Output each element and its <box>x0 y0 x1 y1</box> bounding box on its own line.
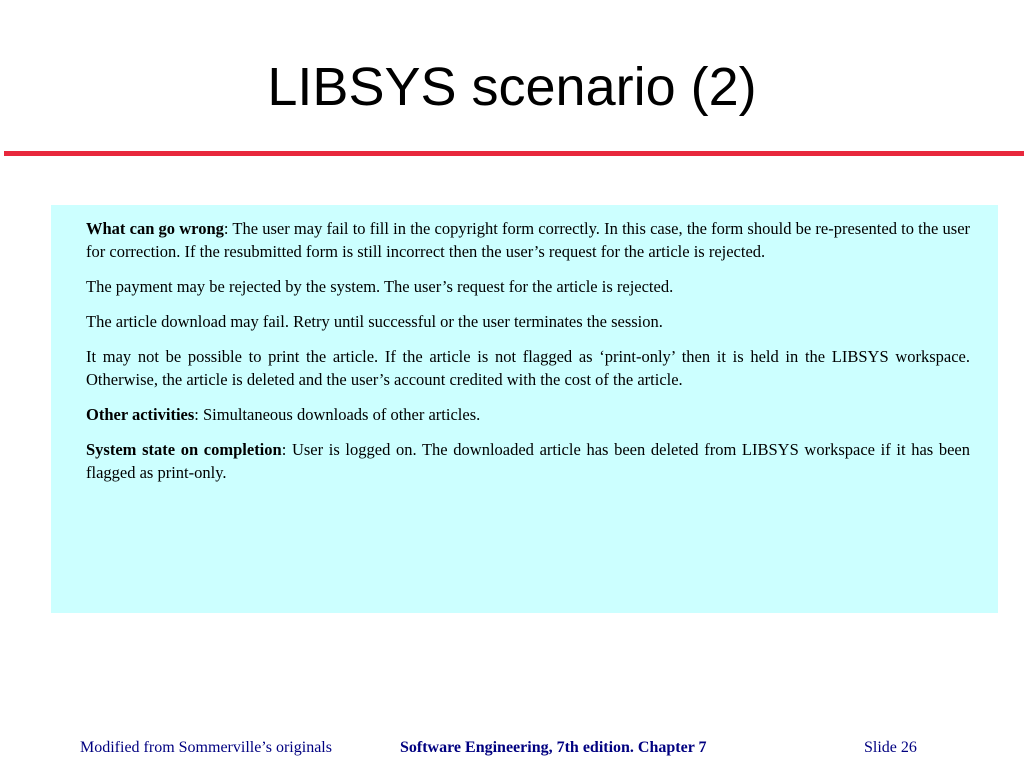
other-activities-text: : Simultaneous downloads of other articles. <box>194 405 481 424</box>
footer-center: Software Engineering, 7th edition. Chapter 7 <box>400 739 707 756</box>
paragraph-payment-rejected: The payment may be rejected by the system. The user’s request for the article is rejected. <box>86 277 674 296</box>
paragraph-download-fail: The article download may fail. Retry until successful or the user terminates the session. <box>86 312 663 331</box>
system-state-text: : User is logged on. The downloaded article has been deleted from LIBSYS workspace if it has been flagged as print-only. <box>86 440 970 482</box>
content-box <box>51 205 998 613</box>
slide-title: LIBSYS scenario (2) <box>267 57 757 117</box>
system-state-label: System state on completion <box>86 440 282 459</box>
paragraph-other-activities <box>86 403 970 426</box>
paragraph-print-fail: It may not be possible to print the article. If the article is not flagged as ‘print-only’ then it is held in the LIBSYS workspace. Otherwise, the article is deleted and the user’s account credited with the cost of the article. <box>86 347 970 389</box>
paragraph-what-can-go-wrong <box>86 217 970 263</box>
what-can-go-wrong-text: : The user may fail to fill in the copyright form correctly. In this case, the form should be re-presented to the user for correction. If the resubmitted form is still incorrect then the user’s request for the article is rejected. <box>86 219 971 261</box>
what-can-go-wrong-label: What can go wrong <box>86 219 224 238</box>
footer-left: Modified from Sommerville’s originals <box>80 739 332 756</box>
title-divider <box>4 151 1024 156</box>
slide-number: Slide 26 <box>864 739 917 756</box>
content-text <box>86 217 970 496</box>
other-activities-label: Other activities <box>86 405 195 424</box>
paragraph-system-state <box>86 438 970 484</box>
